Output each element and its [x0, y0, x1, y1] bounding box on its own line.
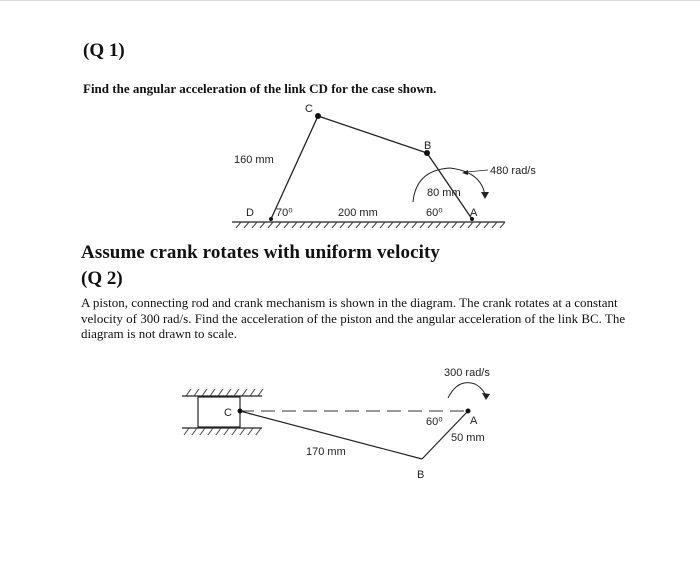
- label-a: A: [470, 207, 478, 219]
- label-d: D: [246, 207, 254, 219]
- rotation-arc: [448, 383, 486, 398]
- omega-label: 300 rad/s: [444, 367, 490, 379]
- angle-a-label: 60⁰: [426, 207, 443, 219]
- ab-length-label: 80 mm: [427, 187, 461, 199]
- crank-length-label: 50 mm: [451, 432, 485, 444]
- omega-label: 480 rad/s: [490, 165, 536, 177]
- question-1-title: (Q 1): [83, 40, 125, 61]
- guide-top-hatching: [186, 389, 263, 396]
- assumption-note: Assume crank rotates with uniform velocity: [81, 242, 441, 263]
- label-a: A: [470, 415, 478, 427]
- joint-a: [466, 409, 471, 414]
- question-1-text: Find the angular acceleration of the link CD for the case shown.: [83, 81, 437, 96]
- rotation-arrowhead: [482, 393, 490, 400]
- question-2-text: A piston, connecting rod and crank mechanism is shown in the diagram. The crank rotates at a constant velocity of 300 rad/s. Find the acceleration of the piston and the angular acceleration of the link BC. The diagram is not drawn to scale.: [81, 295, 626, 341]
- cd-length-label: 160 mm: [234, 154, 274, 166]
- angle-d-label: 70⁰: [276, 207, 293, 219]
- label-c: C: [305, 103, 313, 115]
- guide-bottom-hatching: [184, 428, 261, 435]
- ad-distance-label: 200 mm: [338, 207, 378, 219]
- label-c: C: [224, 407, 232, 419]
- piston-block: [198, 397, 240, 427]
- rod-length-label: 170 mm: [306, 446, 346, 458]
- label-b: B: [417, 469, 425, 481]
- angle-label: 60⁰: [426, 416, 443, 428]
- label-b: B: [424, 140, 432, 152]
- question-2-title: (Q 2): [81, 268, 123, 289]
- joint-c: [238, 409, 243, 414]
